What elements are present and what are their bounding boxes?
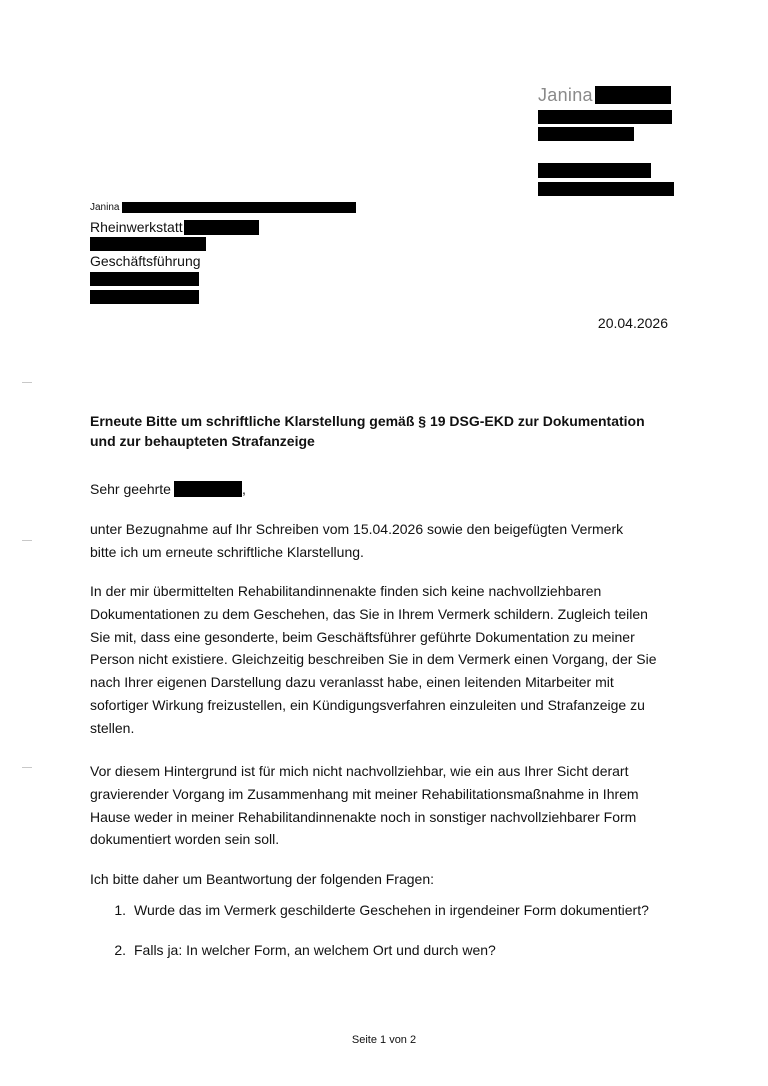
question-item [90,942,690,964]
redaction-sender-surname [595,86,671,104]
question-number: 2. [114,942,126,958]
return-address-line [90,202,356,213]
letter-date: 20.04.2026 [597,315,668,331]
question-number: 1. [114,902,126,918]
paragraph-2 [90,580,690,740]
paragraph-4 [90,868,690,891]
questions-list [90,902,690,982]
salutation-suffix: , [241,481,246,497]
paragraph-line: bitte ich um erneute schriftliche Klarstellung. [90,543,364,560]
paragraph-line: In der mir übermittelten Rehabilitandinnenakte finden sich keine nachvollziehbaren [90,583,602,599]
redaction-sender-city [538,127,634,141]
paragraph-line: Dokumentationen zu dem Geschehen, das Sie in Ihrem Vermerk schildern. Zugleich teilen [90,605,648,622]
fold-mark-bottom [22,767,32,768]
paragraph-line: nach Ihrer eigenen Darstellung dazu veranlasst habe, einen leitenden Mitarbeiter mit [90,674,614,691]
sender-first-name: Janina [538,84,593,105]
paragraph-3 [90,760,690,851]
salutation [90,481,246,497]
paragraph-line: unter Bezugnahme auf Ihr Schreiben vom 15.04.2026 sowie den beigefügten Vermerk [90,521,624,537]
paragraph-line: Hause weder in meiner Rehabilitandinnenakte noch in sonstiger nachvollziehbarer Form [90,808,637,825]
subject-line-1: Erneute Bitte um schriftliche Klarstellung gemäß § 19 DSG-EKD zur Dokumentation [90,413,645,429]
paragraph-line: dokumentiert worden sein soll. [90,831,280,848]
return-address-first-name: Janina [90,202,120,213]
recipient-company: Rheinwerkstatt [90,219,183,235]
redaction-return-address [122,202,356,213]
paragraph-line: Ich bitte daher um Beantwortung der folgenden Fragen: [90,871,434,887]
paragraph-line: Vor diesem Hintergrund ist für mich nicht nachvollziehbar, wie ein aus Ihrer Sicht derart [90,763,629,779]
recipient-department: Geschäftsführung [90,253,201,269]
question-item [90,902,690,924]
redaction-recipient-line2 [90,237,206,251]
subject-line-2: und zur behaupteten Strafanzeige [90,433,315,449]
redaction-sender-street [538,110,672,124]
redaction-sender-phone [538,163,651,178]
paragraph-line: gravierender Vorgang im Zusammenhang mit meiner Rehabilitationsmaßnahme in Ihrem [90,785,639,802]
fold-mark-top [22,382,32,383]
fold-mark-hole [22,540,32,541]
question-text: Falls ja: In welcher Form, an welchem Ort und durch wen? [134,942,496,958]
recipient-company-line [90,219,259,235]
page-footer: Seite 1 von 2 [351,1034,417,1046]
recipient-department-line [90,253,201,269]
redaction-sender-email [538,182,674,196]
paragraph-1 [90,518,690,564]
redaction-recipient-company-suffix [184,220,259,235]
redaction-salutation-name [174,481,242,497]
question-text: Wurde das im Vermerk geschilderte Geschehen in irgendeiner Form dokumentiert? [134,902,649,918]
salutation-prefix: Sehr geehrte [90,481,171,497]
sender-name [538,84,671,106]
paragraph-line: stellen. [90,719,135,736]
paragraph-line: sofortiger Wirkung freizustellen, ein Kündigungsverfahren einzuleiten und Strafanzeige zu [90,696,645,713]
paragraph-line: Sie mit, dass eine gesonderte, beim Geschäftsführer geführte Dokumentation zu meiner [90,628,635,645]
redaction-recipient-street [90,272,199,286]
paragraph-line: Person nicht existiere. Gleichzeitig beschreiben Sie in dem Vermerk einen Vorgang, der Sie [90,651,657,668]
subject [90,411,680,451]
redaction-recipient-city [90,290,199,304]
